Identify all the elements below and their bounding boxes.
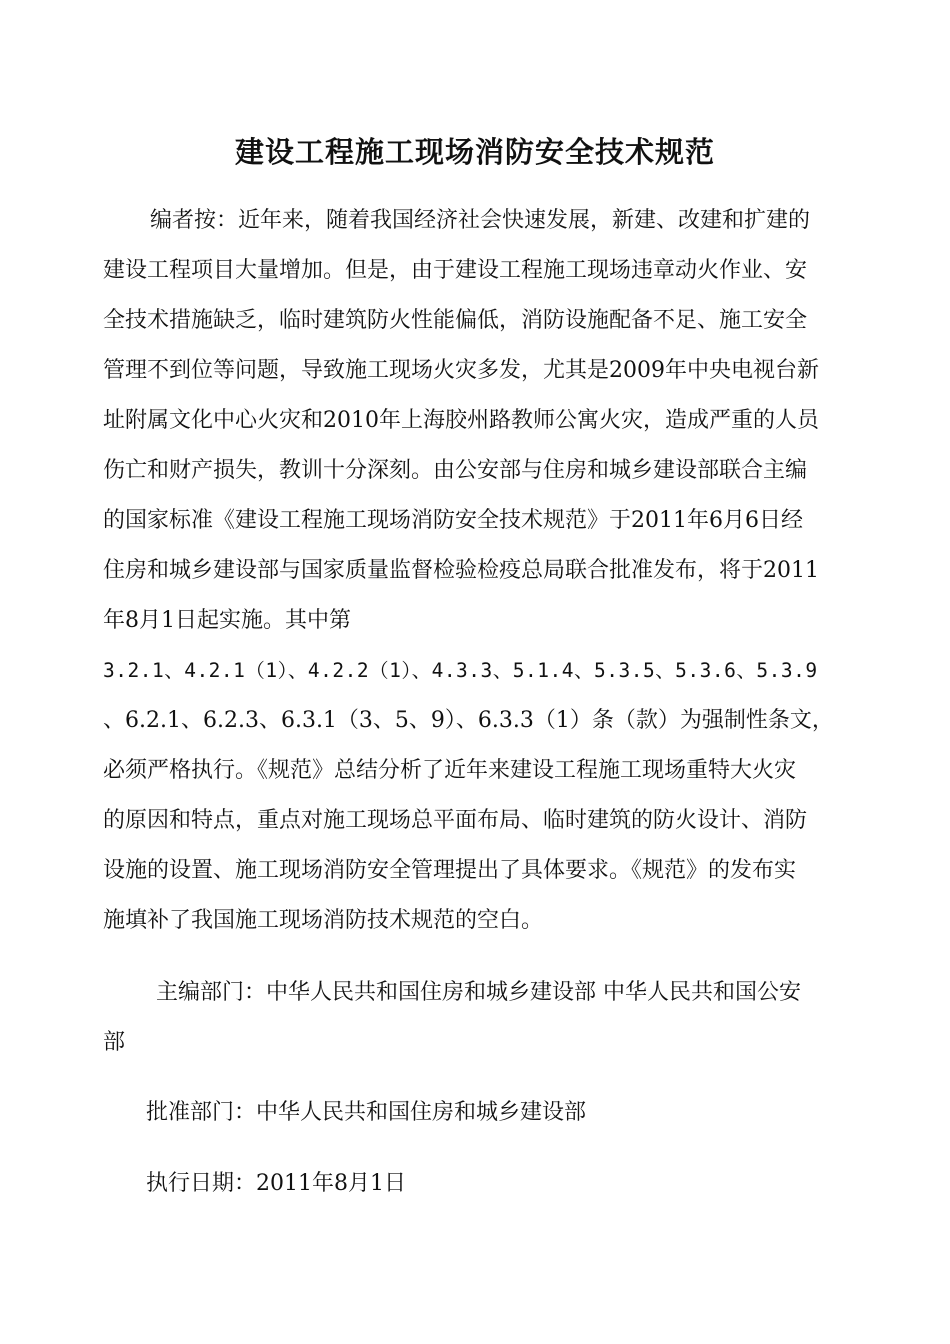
- body-line: 施填补了我国施工现场消防技术规范的空白。: [103, 908, 544, 933]
- body-line-clause-numbers: 3.2.1、4.2.1（1）、4.2.2（1）、4.3.3、5.1.4、5.3.5、5.3.6、5.3.9: [103, 659, 818, 682]
- document-title: 建设工程施工现场消防安全技术规范: [234, 135, 715, 169]
- body-line: 建设工程项目大量增加。但是，由于建设工程施工现场违章动火作业、安: [103, 258, 808, 283]
- effective-date: 执行日期：2011年8月1日: [146, 1171, 406, 1196]
- body-line: 管理不到位等问题，导致施工现场火灾多发，尤其是2009年中央电视台新: [103, 358, 819, 383]
- body-line: 设施的设置、施工现场消防安全管理提出了具体要求。《规范》的发布实: [103, 858, 797, 883]
- body-line: 全技术措施缺乏，临时建筑防火性能偏低，消防设施配备不足、施工安全: [103, 308, 808, 333]
- body-line: 住房和城乡建设部与国家质量监督检验检疫总局联合批准发布，将于2011: [103, 558, 819, 583]
- chief-editor-line-continued: 部: [103, 1030, 126, 1055]
- body-line: 必须严格执行。《规范》总结分析了近年来建设工程施工现场重特大火灾: [103, 758, 797, 783]
- body-line: 伤亡和财产损失，教训十分深刻。由公安部与住房和城乡建设部联合主编: [103, 458, 808, 483]
- body-line: 的国家标准《建设工程施工现场消防安全技术规范》于2011年6月6日经: [103, 508, 803, 533]
- chief-editor-line: 主编部门：中华人民共和国住房和城乡建设部 中华人民共和国公安: [156, 980, 801, 1005]
- body-line: 的原因和特点，重点对施工现场总平面布局、临时建筑的防火设计、消防: [103, 808, 808, 833]
- body-line: 编者按：近年来，随着我国经济社会快速发展，新建、改建和扩建的: [150, 208, 811, 233]
- body-line: 址附属文化中心火灾和2010年上海胶州路教师公寓火灾，造成严重的人员: [103, 408, 819, 433]
- body-line: 、6.2.1、6.2.3、6.3.1（3、5、9）、6.3.3（1）条（款）为强制性条文，: [103, 708, 834, 733]
- body-line: 年8月1日起实施。其中第: [103, 608, 351, 633]
- approval-department: 批准部门：中华人民共和国住房和城乡建设部: [146, 1100, 587, 1125]
